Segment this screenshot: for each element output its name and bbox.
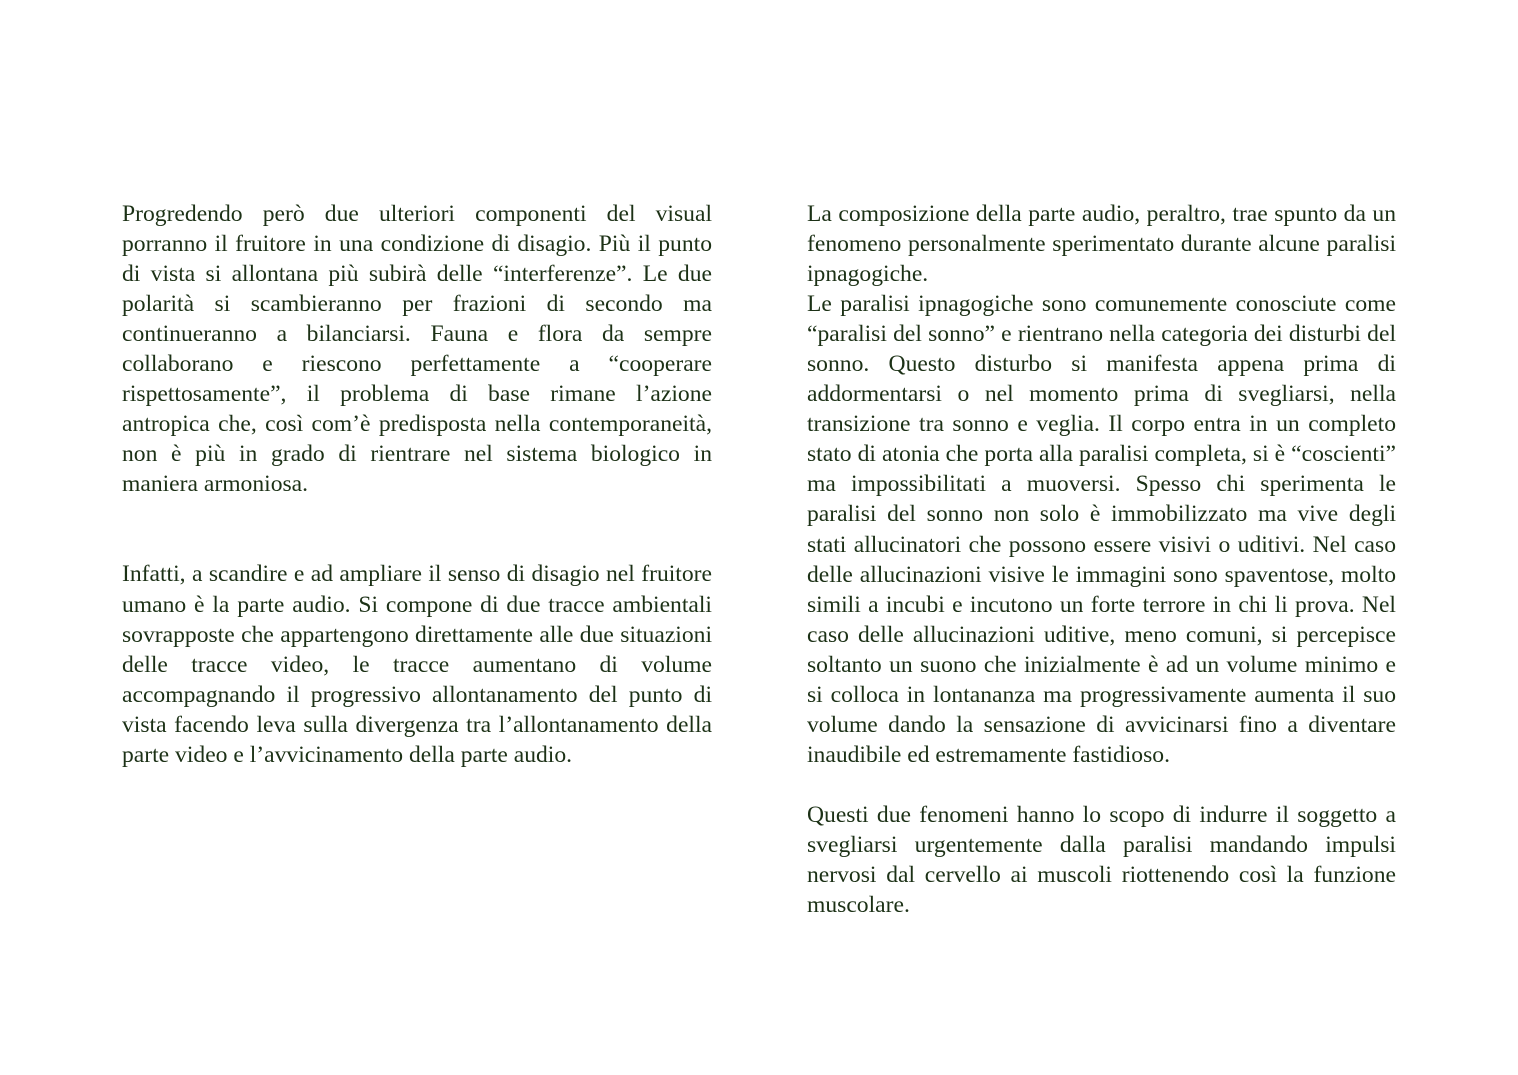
paragraph-composizione-audio: La composizione della parte audio, peraltro, trae spunto da un fenomeno personalmente sperimentato durante alcune paralisi ipnagogiche. [807,201,1396,288]
paragraph-paralisi-ipnagogiche: Le paralisi ipnagogiche sono comunemente conosciute come “paralisi del sonno” e rientrano nella categoria dei disturbi del sonno. Questo disturbo si manifesta appena prima di addormentarsi o nel momento prima di svegliarsi, nella transizione tra sonno e veglia. Il corpo entra in un completo stato di atonia che porta alla paralisi completa, si è “coscienti” ma impossibilitati a muoversi. Spesso chi sperimenta le paralisi del sonno non solo è immobilizzato ma vive degli stati allucinatori che possono essere visivi o uditivi. Nel caso delle allucinazioni visive le immagini sono spaventose, molto simili a incubi e incutono un forte terrore in chi li prova. Nel caso delle allucinazioni uditive, meno comuni, si percepisce soltanto un suono che inizialmente è ad un volume minimo e si colloca in lontananza ma progressivamente aumenta il suo volume dando la sensazione di avvicinarsi fino a diventare inaudibile ed estremamente fastidioso. [807,291,1396,768]
left-text-column [122,199,712,770]
paragraph-visual-disagio: Progredendo però due ulteriori componenti del visual porranno il fruitore in una condizione di disagio. Più il punto di vista si allontana più subirà delle “interferenze”. Le due polarità si scambieranno per frazioni di secondo ma continueranno a bilanciarsi. Fauna e flora da sempre collaborano e riescono perfettamente a “cooperare rispettosamente”, il problema di base rimane l’azione antropica che, così com’è predisposta nella contemporaneità, non è più in grado di rientrare nel sistema biologico in maniera armoniosa. [122,201,712,498]
paragraph-spacer [807,770,1396,800]
paragraph-parte-audio: Infatti, a scandire e ad ampliare il senso di disagio nel fruitore umano è la parte audio. Si compone di due tracce ambientali sovrapposte che appartengono direttamente alle due situazioni delle tracce video, le tracce aumentano di volume accompagnando il progressivo allontanamento del punto di vista facendo leva sulla divergenza tra l’allontanamento della parte video e l’avvicinamento della parte audio. [122,561,712,768]
right-text-column [807,199,1396,920]
paragraph-spacer [122,499,712,559]
paragraph-fenomeni-scopo: Questi due fenomeni hanno lo scopo di indurre il soggetto a svegliarsi urgentemente dalla paralisi mandando impulsi nervosi dal cervello ai muscoli riottenendo così la funzione muscolare. [807,801,1396,919]
